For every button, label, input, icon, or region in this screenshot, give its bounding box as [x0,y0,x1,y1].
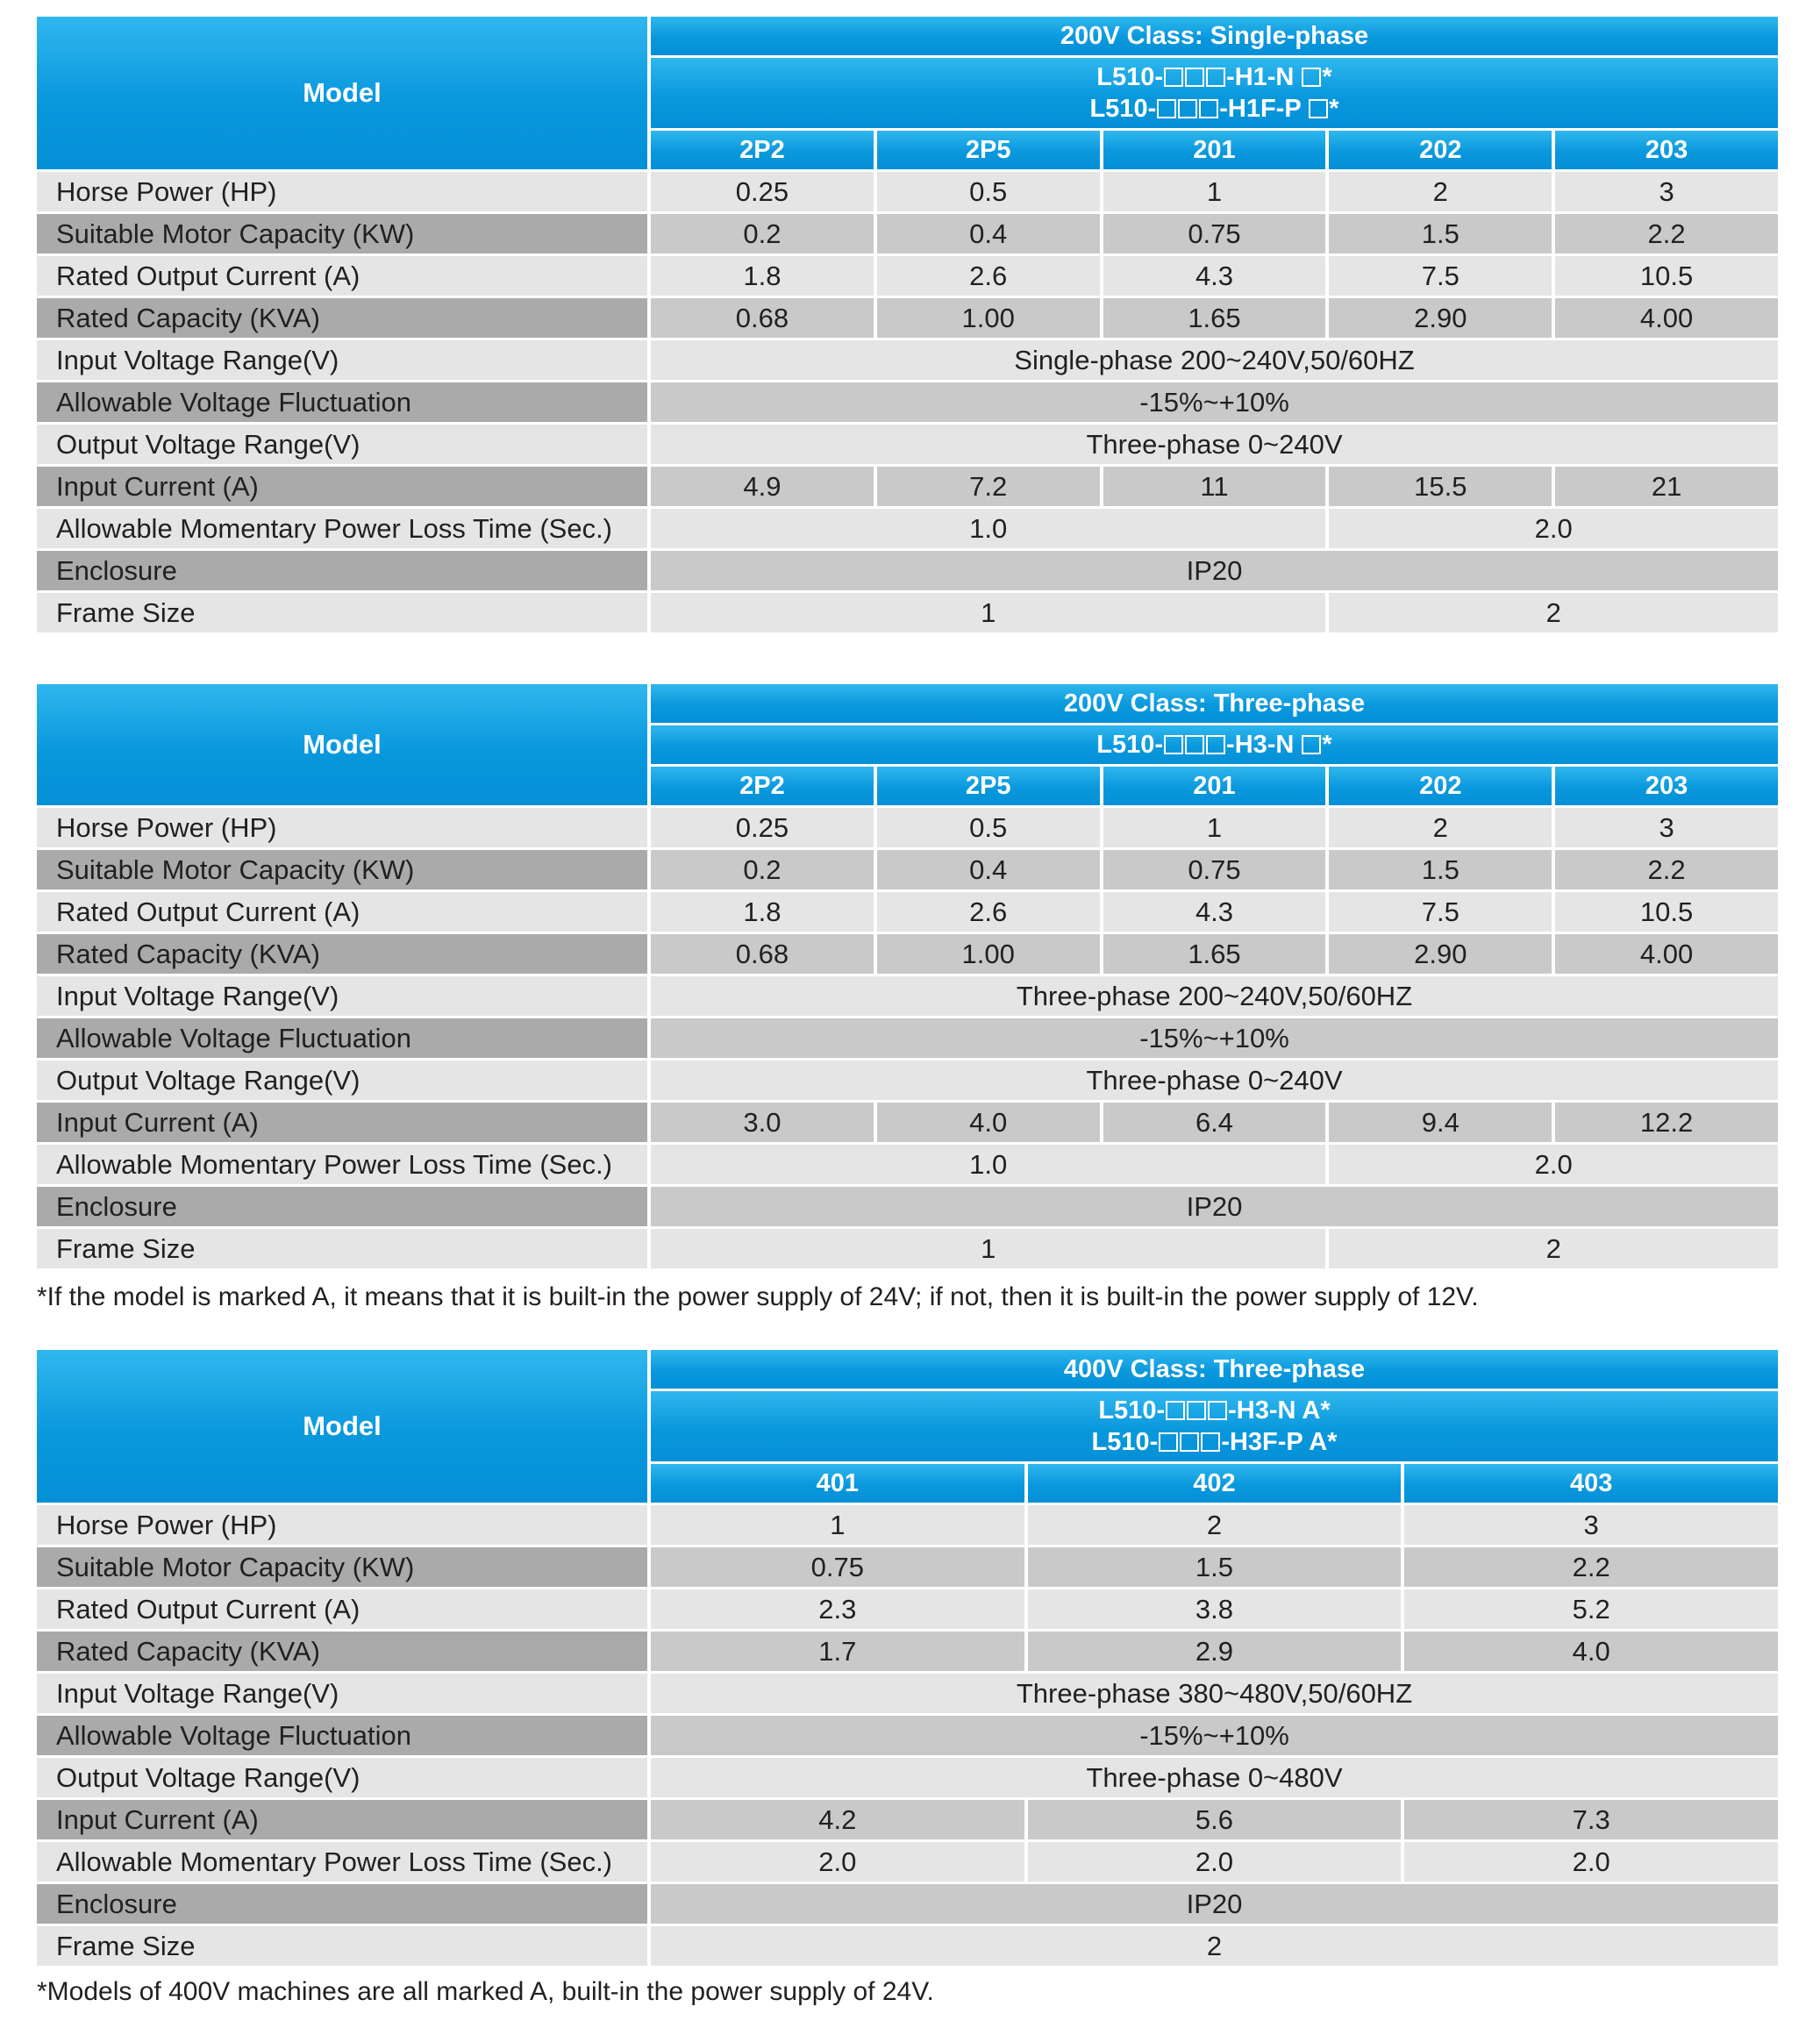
value-cell: 1 [651,593,1325,632]
value-cell: 15.5 [1329,467,1552,506]
value-cell: 11 [1103,467,1326,506]
placeholder-box-icon [1208,1401,1227,1420]
model-code-line [651,61,1778,93]
table-row [37,1187,1778,1226]
value-cell: Three-phase 0~240V [651,1060,1778,1100]
row-label: Input Current (A) [37,467,647,506]
placeholder-box-icon [1185,735,1204,754]
row-label: Enclosure [37,551,647,590]
table-row [37,1547,1778,1587]
table-row [37,808,1778,847]
row-label: Input Current (A) [37,1800,647,1839]
placeholder-box-icon [1302,68,1321,87]
column-header: 202 [1329,767,1552,805]
value-cell: 4.2 [651,1800,1024,1839]
value-cell: 7.5 [1329,892,1552,932]
value-cell: 1.65 [1103,934,1326,974]
footnote-400v: *Models of 400V machines are all marked A, built-in the power supply of 24V. [37,1977,934,2006]
table-row [37,1145,1778,1184]
value-cell: 5.6 [1028,1800,1402,1839]
model-prefix: L510- [1098,1396,1166,1425]
table-row [37,1505,1778,1545]
value-cell: 1 [651,1505,1024,1545]
value-cell: 10.5 [1555,892,1778,932]
value-cell: 0.2 [651,214,874,254]
model-suffix: -H3-N A* [1228,1396,1331,1425]
placeholder-box-icon [1201,1432,1220,1452]
table-row [37,172,1778,211]
footnote-power-supply: *If the model is marked A, it means that it is built-in the power supply of 24V; if not, then it is built-in the power supply of 12V. [37,1282,1479,1311]
value-cell: Single-phase 200~240V,50/60HZ [651,340,1778,380]
model-code-header [651,58,1778,128]
value-cell: 7.3 [1404,1800,1778,1839]
model-code-header [651,725,1778,764]
table-row [37,1060,1778,1100]
model-header: Model [37,1350,647,1503]
value-cell: 4.9 [651,467,874,506]
row-label: Output Voltage Range(V) [37,425,647,464]
row-label: Allowable Momentary Power Loss Time (Sec.) [37,1145,647,1184]
row-label: Frame Size [37,1229,647,1268]
column-header: 403 [1404,1464,1778,1503]
model-prefix: L510- [1096,63,1164,91]
value-cell: 0.75 [651,1547,1024,1587]
value-cell: 3 [1404,1505,1778,1545]
placeholder-box-icon [1309,99,1328,118]
value-cell: 0.5 [877,808,1100,847]
value-cell: 2.6 [877,256,1100,296]
value-cell: 10.5 [1555,256,1778,296]
value-cell: 1.00 [877,934,1100,974]
model-code-line [651,729,1778,761]
table-row [37,340,1778,380]
row-label: Output Voltage Range(V) [37,1060,647,1100]
value-cell: 2 [651,1926,1778,1966]
value-cell: 2.0 [1329,1145,1778,1184]
value-cell: 4.3 [1103,892,1326,932]
value-cell: 3 [1555,172,1778,211]
value-cell: IP20 [651,1884,1778,1924]
model-suffix: -H3-N [1226,731,1302,759]
value-cell: 2.2 [1404,1547,1778,1587]
value-cell: 1.00 [877,298,1100,338]
row-label: Allowable Momentary Power Loss Time (Sec.) [37,509,647,548]
row-label: Output Voltage Range(V) [37,1758,647,1797]
row-label: Input Voltage Range(V) [37,1674,647,1713]
value-cell: -15%~+10% [651,1018,1778,1058]
model-header: Model [37,17,647,169]
model-code-line [651,1426,1778,1458]
value-cell: Three-phase 380~480V,50/60HZ [651,1674,1778,1713]
value-cell: 2 [1329,172,1552,211]
spec-table-400v-three-phase [33,1347,1781,1968]
value-cell: 0.2 [651,850,874,889]
value-cell: 1 [1103,172,1326,211]
value-cell: 2 [1028,1505,1402,1545]
column-header: 202 [1329,131,1552,169]
column-header: 201 [1103,767,1326,805]
row-label: Horse Power (HP) [37,1505,647,1545]
value-cell: 0.75 [1103,850,1326,889]
row-label: Enclosure [37,1187,647,1226]
value-cell: Three-phase 0~480V [651,1758,1778,1797]
value-cell: 21 [1555,467,1778,506]
column-header: 402 [1028,1464,1402,1503]
table-row [37,1884,1778,1924]
value-cell: 2.0 [1329,509,1778,548]
value-cell: 1.5 [1028,1547,1402,1587]
class-title: 400V Class: Three-phase [651,1350,1778,1389]
value-cell: 1.8 [651,256,874,296]
placeholder-box-icon [1185,68,1204,87]
value-cell: -15%~+10% [651,382,1778,422]
spec-table-200v-three-phase [33,682,1781,1271]
class-title: 200V Class: Single-phase [651,17,1778,55]
column-header: 401 [651,1464,1024,1503]
row-label: Rated Output Current (A) [37,256,647,296]
value-cell: 0.5 [877,172,1100,211]
value-cell: 0.4 [877,850,1100,889]
row-label: Input Voltage Range(V) [37,340,647,380]
value-cell: 1.5 [1329,214,1552,254]
value-cell: 2.0 [1404,1842,1778,1882]
table-row [37,298,1778,338]
value-cell: 0.75 [1103,214,1326,254]
value-cell: 2 [1329,1229,1778,1268]
value-cell: 2.6 [877,892,1100,932]
column-header: 203 [1555,767,1778,805]
row-label: Rated Capacity (KVA) [37,1632,647,1671]
row-label: Allowable Voltage Fluctuation [37,382,647,422]
model-asterisk: * [1329,95,1339,123]
placeholder-box-icon [1157,99,1176,118]
model-code-line [651,1395,1778,1426]
value-cell: 4.0 [877,1103,1100,1142]
value-cell: 5.2 [1404,1589,1778,1629]
value-cell: 4.0 [1404,1632,1778,1671]
value-cell: 1 [1103,808,1326,847]
table-row [37,467,1778,506]
table-row [37,593,1778,632]
model-asterisk: * [1322,731,1332,759]
column-header: 2P5 [877,767,1100,805]
table-row [37,1018,1778,1058]
value-cell: 2 [1329,593,1778,632]
placeholder-box-icon [1302,735,1321,754]
row-label: Horse Power (HP) [37,172,647,211]
placeholder-box-icon [1166,1401,1185,1420]
table-row [37,1842,1778,1882]
model-suffix: -H1-N [1226,63,1302,91]
value-cell: 1 [651,1229,1325,1268]
placeholder-box-icon [1164,735,1183,754]
table-row [37,425,1778,464]
model-code-header [651,1391,1778,1461]
column-header: 203 [1555,131,1778,169]
placeholder-box-icon [1187,1401,1206,1420]
value-cell: 0.68 [651,298,874,338]
value-cell: 2.2 [1555,214,1778,254]
model-suffix: -H3F-P A* [1221,1428,1338,1456]
value-cell: 4.3 [1103,256,1326,296]
table-row [37,892,1778,932]
row-label: Input Voltage Range(V) [37,976,647,1016]
row-label: Suitable Motor Capacity (KW) [37,214,647,254]
row-label: Allowable Voltage Fluctuation [37,1716,647,1755]
table-row [37,1229,1778,1268]
row-label: Allowable Voltage Fluctuation [37,1018,647,1058]
table-row [37,1758,1778,1797]
model-code-line [651,93,1778,125]
table-row [37,850,1778,889]
value-cell: 2 [1329,808,1552,847]
row-label: Frame Size [37,593,647,632]
value-cell: 4.00 [1555,298,1778,338]
value-cell: 3.0 [651,1103,874,1142]
column-header: 2P5 [877,131,1100,169]
value-cell: 9.4 [1329,1103,1552,1142]
value-cell: IP20 [651,1187,1778,1226]
row-label: Allowable Momentary Power Loss Time (Sec.) [37,1842,647,1882]
placeholder-box-icon [1180,1432,1199,1452]
table-row [37,1926,1778,1966]
table-row [37,934,1778,974]
column-header: 2P2 [651,767,874,805]
row-label: Suitable Motor Capacity (KW) [37,850,647,889]
value-cell: 0.25 [651,172,874,211]
table-row [37,214,1778,254]
class-title: 200V Class: Three-phase [651,684,1778,723]
value-cell: 0.4 [877,214,1100,254]
row-label: Suitable Motor Capacity (KW) [37,1547,647,1587]
value-cell: 2.90 [1329,298,1552,338]
row-label: Rated Output Current (A) [37,892,647,932]
row-label: Input Current (A) [37,1103,647,1142]
table-row [37,1800,1778,1839]
table-row [37,509,1778,548]
row-label: Enclosure [37,1884,647,1924]
value-cell: Three-phase 200~240V,50/60HZ [651,976,1778,1016]
value-cell: 1.65 [1103,298,1326,338]
value-cell: 3.8 [1028,1589,1402,1629]
model-prefix: L510- [1091,1428,1159,1456]
placeholder-box-icon [1199,99,1218,118]
placeholder-box-icon [1164,68,1183,87]
placeholder-box-icon [1206,68,1225,87]
table-row [37,1674,1778,1713]
value-cell: 12.2 [1555,1103,1778,1142]
placeholder-box-icon [1178,99,1197,118]
row-label: Frame Size [37,1926,647,1966]
column-header: 201 [1103,131,1326,169]
value-cell: 2.90 [1329,934,1552,974]
placeholder-box-icon [1159,1432,1178,1452]
value-cell: 0.25 [651,808,874,847]
row-label: Rated Output Current (A) [37,1589,647,1629]
table-row [37,976,1778,1016]
value-cell: 3 [1555,808,1778,847]
model-asterisk: * [1322,63,1332,91]
value-cell: 2.2 [1555,850,1778,889]
value-cell: -15%~+10% [651,1716,1778,1755]
spec-table-200v-single-phase [33,14,1781,635]
value-cell: 1.5 [1329,850,1552,889]
value-cell: 2.3 [651,1589,1024,1629]
value-cell: 7.2 [877,467,1100,506]
row-label: Rated Capacity (KVA) [37,934,647,974]
model-prefix: L510- [1089,95,1157,123]
model-prefix: L510- [1096,731,1164,759]
value-cell: 1.0 [651,509,1325,548]
value-cell: 2.0 [651,1842,1024,1882]
placeholder-box-icon [1206,735,1225,754]
table-row [37,382,1778,422]
column-header: 2P2 [651,131,874,169]
row-label: Rated Capacity (KVA) [37,298,647,338]
value-cell: 6.4 [1103,1103,1326,1142]
table-row [37,256,1778,296]
table-row [37,1632,1778,1671]
value-cell: 1.0 [651,1145,1325,1184]
value-cell: Three-phase 0~240V [651,425,1778,464]
value-cell: 2.9 [1028,1632,1402,1671]
value-cell: 7.5 [1329,256,1552,296]
table-row [37,1716,1778,1755]
value-cell: 4.00 [1555,934,1778,974]
value-cell: 1.8 [651,892,874,932]
row-label: Horse Power (HP) [37,808,647,847]
value-cell: 1.7 [651,1632,1024,1671]
value-cell: IP20 [651,551,1778,590]
table-row [37,551,1778,590]
table-row [37,1589,1778,1629]
value-cell: 2.0 [1028,1842,1402,1882]
model-suffix: -H1F-P [1219,95,1309,123]
table-row [37,1103,1778,1142]
model-header: Model [37,684,647,805]
value-cell: 0.68 [651,934,874,974]
